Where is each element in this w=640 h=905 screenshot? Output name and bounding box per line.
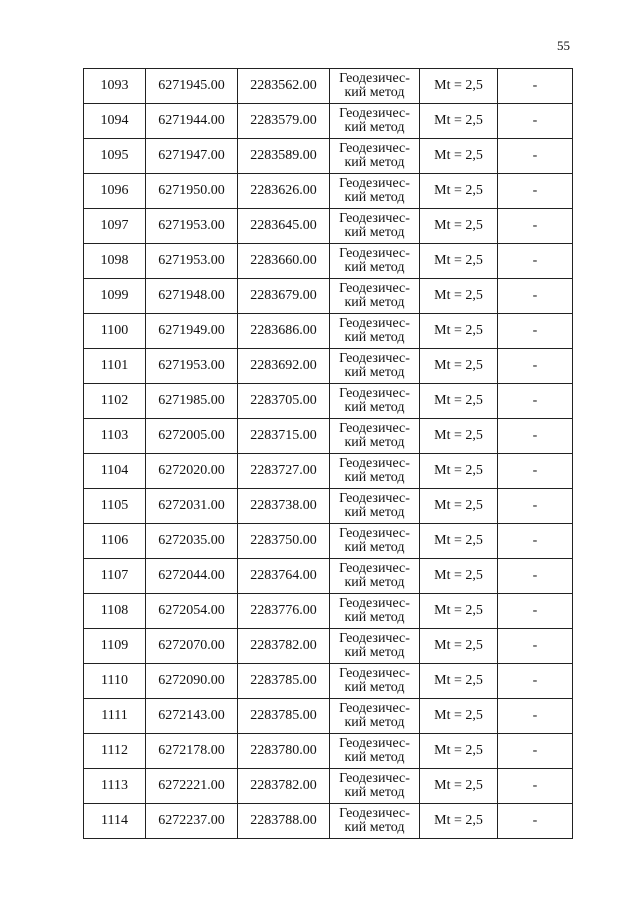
note-cell: -: [498, 454, 573, 489]
accuracy-cell: Mt = 2,5: [420, 104, 498, 139]
point-id-cell: 1106: [84, 524, 146, 559]
table-row: [84, 559, 573, 594]
method-text: кий метод: [344, 365, 405, 380]
point-id-cell: 1100: [84, 314, 146, 349]
method-text: кий метод: [344, 155, 405, 170]
table-row: [84, 244, 573, 279]
y-coordinate-cell: 2283692.00: [238, 349, 330, 384]
x-coordinate-cell: 6272070.00: [146, 629, 238, 664]
x-coordinate-cell: 6272031.00: [146, 489, 238, 524]
note-cell: -: [498, 349, 573, 384]
method-text: кий метод: [344, 435, 405, 450]
method-cell: [330, 209, 420, 244]
y-coordinate-cell: 2283750.00: [238, 524, 330, 559]
y-coordinate-cell: 2283679.00: [238, 279, 330, 314]
accuracy-cell: Mt = 2,5: [420, 139, 498, 174]
method-cell: [330, 244, 420, 279]
note-cell: -: [498, 69, 573, 104]
method-text: Геодезичес-: [339, 491, 410, 506]
x-coordinate-cell: 6271947.00: [146, 139, 238, 174]
y-coordinate-cell: 2283686.00: [238, 314, 330, 349]
method-text: Геодезичес-: [339, 561, 410, 576]
point-id-cell: 1114: [84, 804, 146, 839]
method-text: Геодезичес-: [339, 281, 410, 296]
note-cell: -: [498, 804, 573, 839]
point-id-cell: 1096: [84, 174, 146, 209]
method-cell: [330, 419, 420, 454]
accuracy-cell: Mt = 2,5: [420, 524, 498, 559]
table-row: [84, 664, 573, 699]
x-coordinate-cell: 6272178.00: [146, 734, 238, 769]
point-id-cell: 1109: [84, 629, 146, 664]
point-id-cell: 1110: [84, 664, 146, 699]
x-coordinate-cell: 6271950.00: [146, 174, 238, 209]
note-cell: -: [498, 104, 573, 139]
x-coordinate-cell: 6271948.00: [146, 279, 238, 314]
method-text: кий метод: [344, 260, 405, 275]
method-text: Геодезичес-: [339, 351, 410, 366]
accuracy-cell: Mt = 2,5: [420, 629, 498, 664]
accuracy-cell: Mt = 2,5: [420, 559, 498, 594]
note-cell: -: [498, 524, 573, 559]
method-cell: [330, 734, 420, 769]
method-text: кий метод: [344, 715, 405, 730]
method-cell: [330, 104, 420, 139]
page-number: 55: [557, 38, 570, 53]
x-coordinate-cell: 6271944.00: [146, 104, 238, 139]
method-cell: [330, 314, 420, 349]
note-cell: -: [498, 279, 573, 314]
method-text: кий метод: [344, 120, 405, 135]
point-id-cell: 1103: [84, 419, 146, 454]
method-text: Геодезичес-: [339, 71, 410, 86]
accuracy-cell: Mt = 2,5: [420, 804, 498, 839]
method-text: кий метод: [344, 400, 405, 415]
note-cell: -: [498, 384, 573, 419]
method-text: Геодезичес-: [339, 316, 410, 331]
x-coordinate-cell: 6271953.00: [146, 244, 238, 279]
x-coordinate-cell: 6271953.00: [146, 209, 238, 244]
accuracy-cell: Mt = 2,5: [420, 454, 498, 489]
method-cell: [330, 139, 420, 174]
accuracy-cell: Mt = 2,5: [420, 209, 498, 244]
note-cell: -: [498, 314, 573, 349]
x-coordinate-cell: 6272035.00: [146, 524, 238, 559]
point-id-cell: 1111: [84, 699, 146, 734]
x-coordinate-cell: 6271945.00: [146, 69, 238, 104]
accuracy-cell: Mt = 2,5: [420, 349, 498, 384]
method-cell: [330, 384, 420, 419]
coordinates-table: [83, 68, 573, 839]
note-cell: -: [498, 244, 573, 279]
table-row: [84, 279, 573, 314]
table-row: [84, 699, 573, 734]
method-text: кий метод: [344, 295, 405, 310]
table-row: [84, 69, 573, 104]
accuracy-cell: Mt = 2,5: [420, 314, 498, 349]
table-row: [84, 804, 573, 839]
method-text: Геодезичес-: [339, 386, 410, 401]
method-text: Геодезичес-: [339, 176, 410, 191]
method-cell: [330, 174, 420, 209]
y-coordinate-cell: 2283788.00: [238, 804, 330, 839]
method-text: Геодезичес-: [339, 141, 410, 156]
note-cell: -: [498, 734, 573, 769]
method-text: Геодезичес-: [339, 246, 410, 261]
method-text: кий метод: [344, 610, 405, 625]
table-row: [84, 594, 573, 629]
x-coordinate-cell: 6272221.00: [146, 769, 238, 804]
accuracy-cell: Mt = 2,5: [420, 489, 498, 524]
method-cell: [330, 489, 420, 524]
method-cell: [330, 349, 420, 384]
x-coordinate-cell: 6271953.00: [146, 349, 238, 384]
method-text: Геодезичес-: [339, 456, 410, 471]
method-text: кий метод: [344, 505, 405, 520]
y-coordinate-cell: 2283776.00: [238, 594, 330, 629]
point-id-cell: 1093: [84, 69, 146, 104]
method-cell: [330, 699, 420, 734]
method-text: кий метод: [344, 470, 405, 485]
table-row: [84, 174, 573, 209]
table-row: [84, 524, 573, 559]
y-coordinate-cell: 2283782.00: [238, 629, 330, 664]
method-cell: [330, 279, 420, 314]
table-row: [84, 769, 573, 804]
method-text: Геодезичес-: [339, 211, 410, 226]
coordinates-table-body: [84, 69, 573, 839]
table-row: [84, 419, 573, 454]
y-coordinate-cell: 2283785.00: [238, 664, 330, 699]
method-text: Геодезичес-: [339, 526, 410, 541]
note-cell: -: [498, 419, 573, 454]
y-coordinate-cell: 2283785.00: [238, 699, 330, 734]
method-text: Геодезичес-: [339, 106, 410, 121]
note-cell: -: [498, 174, 573, 209]
method-text: кий метод: [344, 330, 405, 345]
y-coordinate-cell: 2283782.00: [238, 769, 330, 804]
y-coordinate-cell: 2283579.00: [238, 104, 330, 139]
point-id-cell: 1108: [84, 594, 146, 629]
y-coordinate-cell: 2283705.00: [238, 384, 330, 419]
y-coordinate-cell: 2283780.00: [238, 734, 330, 769]
accuracy-cell: Mt = 2,5: [420, 699, 498, 734]
x-coordinate-cell: 6272054.00: [146, 594, 238, 629]
point-id-cell: 1095: [84, 139, 146, 174]
table-row: [84, 349, 573, 384]
table-row: [84, 454, 573, 489]
method-cell: [330, 629, 420, 664]
note-cell: -: [498, 139, 573, 174]
method-cell: [330, 524, 420, 559]
method-text: Геодезичес-: [339, 771, 410, 786]
table-row: [84, 384, 573, 419]
note-cell: -: [498, 769, 573, 804]
point-id-cell: 1097: [84, 209, 146, 244]
method-text: Геодезичес-: [339, 596, 410, 611]
note-cell: -: [498, 629, 573, 664]
table-row: [84, 139, 573, 174]
method-text: кий метод: [344, 680, 405, 695]
method-cell: [330, 559, 420, 594]
method-text: кий метод: [344, 820, 405, 835]
x-coordinate-cell: 6272237.00: [146, 804, 238, 839]
note-cell: -: [498, 559, 573, 594]
x-coordinate-cell: 6271985.00: [146, 384, 238, 419]
table-row: [84, 489, 573, 524]
point-id-cell: 1105: [84, 489, 146, 524]
x-coordinate-cell: 6272044.00: [146, 559, 238, 594]
method-text: кий метод: [344, 785, 405, 800]
accuracy-cell: Mt = 2,5: [420, 664, 498, 699]
point-id-cell: 1107: [84, 559, 146, 594]
accuracy-cell: Mt = 2,5: [420, 69, 498, 104]
y-coordinate-cell: 2283715.00: [238, 419, 330, 454]
accuracy-cell: Mt = 2,5: [420, 419, 498, 454]
y-coordinate-cell: 2283660.00: [238, 244, 330, 279]
y-coordinate-cell: 2283764.00: [238, 559, 330, 594]
method-text: кий метод: [344, 645, 405, 660]
point-id-cell: 1104: [84, 454, 146, 489]
x-coordinate-cell: 6272020.00: [146, 454, 238, 489]
accuracy-cell: Mt = 2,5: [420, 594, 498, 629]
table-row: [84, 314, 573, 349]
point-id-cell: 1101: [84, 349, 146, 384]
accuracy-cell: Mt = 2,5: [420, 734, 498, 769]
table-row: [84, 104, 573, 139]
note-cell: -: [498, 209, 573, 244]
method-text: кий метод: [344, 225, 405, 240]
point-id-cell: 1094: [84, 104, 146, 139]
method-text: Геодезичес-: [339, 421, 410, 436]
y-coordinate-cell: 2283727.00: [238, 454, 330, 489]
x-coordinate-cell: 6272005.00: [146, 419, 238, 454]
accuracy-cell: Mt = 2,5: [420, 174, 498, 209]
method-text: Геодезичес-: [339, 631, 410, 646]
method-text: Геодезичес-: [339, 666, 410, 681]
method-cell: [330, 69, 420, 104]
x-coordinate-cell: 6271949.00: [146, 314, 238, 349]
point-id-cell: 1102: [84, 384, 146, 419]
accuracy-cell: Mt = 2,5: [420, 279, 498, 314]
table-row: [84, 209, 573, 244]
method-text: кий метод: [344, 85, 405, 100]
y-coordinate-cell: 2283645.00: [238, 209, 330, 244]
y-coordinate-cell: 2283589.00: [238, 139, 330, 174]
y-coordinate-cell: 2283738.00: [238, 489, 330, 524]
method-text: кий метод: [344, 540, 405, 555]
point-id-cell: 1098: [84, 244, 146, 279]
y-coordinate-cell: 2283562.00: [238, 69, 330, 104]
method-cell: [330, 454, 420, 489]
method-text: кий метод: [344, 190, 405, 205]
method-text: Геодезичес-: [339, 806, 410, 821]
note-cell: -: [498, 594, 573, 629]
accuracy-cell: Mt = 2,5: [420, 384, 498, 419]
method-text: Геодезичес-: [339, 736, 410, 751]
method-cell: [330, 664, 420, 699]
table-row: [84, 734, 573, 769]
point-id-cell: 1099: [84, 279, 146, 314]
x-coordinate-cell: 6272143.00: [146, 699, 238, 734]
note-cell: -: [498, 699, 573, 734]
method-cell: [330, 804, 420, 839]
y-coordinate-cell: 2283626.00: [238, 174, 330, 209]
accuracy-cell: Mt = 2,5: [420, 244, 498, 279]
table-row: [84, 629, 573, 664]
method-text: кий метод: [344, 575, 405, 590]
accuracy-cell: Mt = 2,5: [420, 769, 498, 804]
method-cell: [330, 594, 420, 629]
note-cell: -: [498, 664, 573, 699]
x-coordinate-cell: 6272090.00: [146, 664, 238, 699]
note-cell: -: [498, 489, 573, 524]
point-id-cell: 1113: [84, 769, 146, 804]
method-cell: [330, 769, 420, 804]
method-text: кий метод: [344, 750, 405, 765]
method-text: Геодезичес-: [339, 701, 410, 716]
point-id-cell: 1112: [84, 734, 146, 769]
